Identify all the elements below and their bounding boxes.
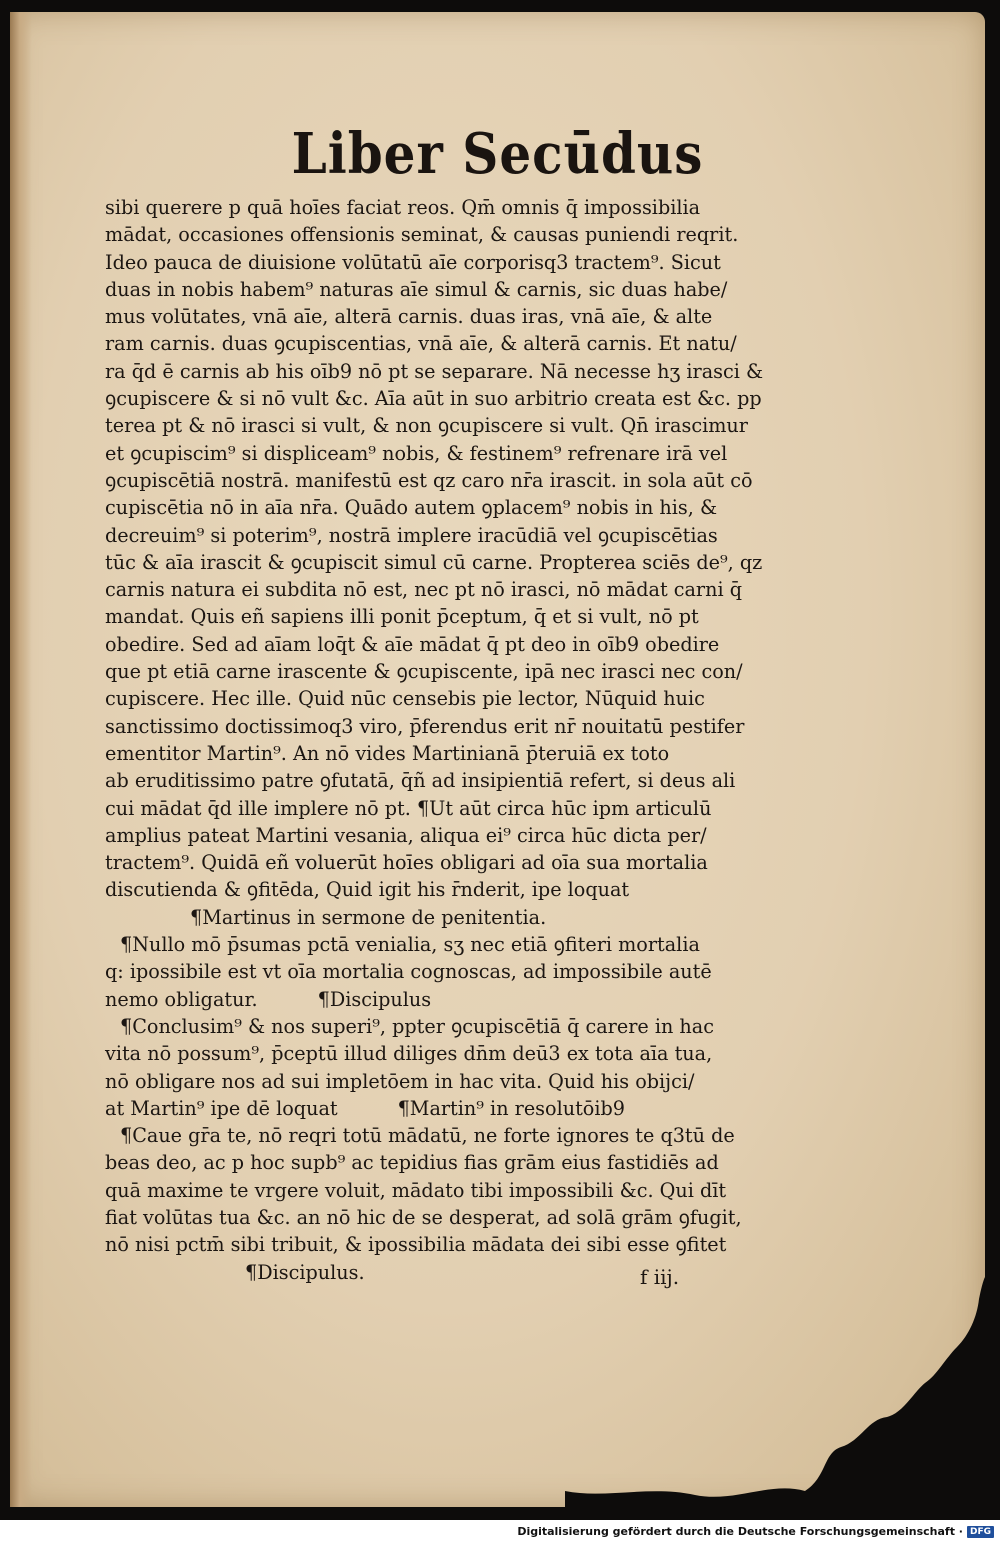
text-line xyxy=(105,221,785,248)
text-line xyxy=(105,631,785,658)
line-text: ¶Martinus in sermone de penitentia. xyxy=(190,905,547,929)
line-text: amplius pateat Martini vesania, aliqua ei⁹ circa hūc dicta per/ xyxy=(105,823,707,847)
line-text: cui mādat q̄d ille implere nō pt. ¶Ut aūt circa hūc ipm articulū xyxy=(105,796,712,820)
text-line xyxy=(105,685,785,712)
text-line xyxy=(105,330,785,357)
line-text: ra q̄d ē carnis ab his oīb9 nō pt se separare. Nā necesse hʒ irasci & xyxy=(105,359,764,383)
text-block xyxy=(105,194,785,1286)
running-head: Liber Secūdus xyxy=(291,120,704,187)
text-line xyxy=(105,494,785,521)
text-line xyxy=(105,412,785,439)
text-line xyxy=(105,194,785,221)
line-text: que pt etiā carne irascente & ꝯcupiscente, ipā nec irasci nec con/ xyxy=(105,660,743,684)
text-line xyxy=(105,303,785,330)
line-text: quā maxime te vrgere voluit, mādato tibi impossibili &c. Qui dīt xyxy=(105,1178,727,1202)
text-line xyxy=(105,522,785,549)
text-line xyxy=(105,740,785,767)
text-line xyxy=(105,658,785,685)
line-text: tūc & aīa irascit & ꝯcupiscit simul cū carne. Propterea sciēs de⁹, qz xyxy=(105,550,763,574)
line-text: nō obligare nos ad sui impletōem in hac vita. Quid his obijci/ xyxy=(105,1069,695,1093)
text-line xyxy=(105,1122,785,1149)
inline-heading: ¶Martin⁹ in resolutōib9 xyxy=(397,1096,625,1120)
text-line xyxy=(105,931,785,958)
signature-mark: f iij. xyxy=(640,1265,680,1289)
text-line xyxy=(105,849,785,876)
line-text: ꝯcupiscere & si nō vult &c. Aīa aūt in suo arbitrio creata est &c. pp xyxy=(105,387,762,411)
line-text: fiat volūtas tua &c. an nō hic de se desperat, ad solā grām ꝯfugit, xyxy=(105,1205,742,1229)
line-text: obedire. Sed ad aīam loq̄t & aīe mādat q̄ pt deo in oīb9 obedire xyxy=(105,632,720,656)
line-text: at Martin⁹ ipe dē loquat xyxy=(105,1096,338,1120)
text-line xyxy=(105,958,785,985)
text-line xyxy=(105,467,785,494)
text-line xyxy=(105,1231,785,1258)
line-text: mus volūtates, vnā aīe, alterā carnis. duas iras, vnā aīe, & alte xyxy=(105,305,713,329)
dfg-logo: DFG xyxy=(967,1526,994,1538)
text-line xyxy=(105,385,785,412)
line-text: mādat, occasiones offensionis seminat, & causas puniendi reqrit. xyxy=(105,223,739,247)
line-text: beas deo, ac p hoc supb⁹ ac tepidius fias grām eius fastidiēs ad xyxy=(105,1151,719,1175)
text-line xyxy=(105,1149,785,1176)
inline-heading: ¶Discipulus xyxy=(317,987,432,1011)
text-line xyxy=(105,358,785,385)
text-line xyxy=(105,603,785,630)
text-line xyxy=(105,713,785,740)
line-text: discutienda & ꝯfitēda, Quid igit his r̄nderit, ipe loquat xyxy=(105,878,630,902)
line-text: ꝯcupiscētiā nostrā. manifestū est qz caro nr̄a irascit. in sola aūt cō xyxy=(105,468,753,492)
line-text: ¶Caue gr̄a te, nō reqri totū mādatū, ne forte ignores te q3tū de xyxy=(120,1124,735,1148)
digitization-credit xyxy=(517,1525,994,1538)
page-edge-damage xyxy=(565,1277,985,1507)
text-line xyxy=(105,1040,785,1067)
text-line xyxy=(105,249,785,276)
line-text: cupiscere. Hec ille. Quid nūc censebis pie lector, Nūquid huic xyxy=(105,687,705,711)
text-line xyxy=(105,1259,785,1286)
line-text: sibi querere p quā hoīes faciat reos. Qm̄ omnis q̄ impossibilia xyxy=(105,196,701,219)
line-text: ram carnis. duas ꝯcupiscentias, vnā aīe, & alterā carnis. Et natu/ xyxy=(105,332,737,356)
text-line xyxy=(105,576,785,603)
line-text: vita nō possum⁹, p̄ceptū illud diliges dn̄m deū3 ex tota aīa tua, xyxy=(105,1042,713,1066)
line-text: terea pt & nō irasci si vult, & non ꝯcupiscere si vult. Qn̄ irascimur xyxy=(105,414,748,438)
text-line xyxy=(105,795,785,822)
text-line xyxy=(105,549,785,576)
line-text: tractem⁹. Quidā eñ voluerūt hoīes obligari ad oīa sua mortalia xyxy=(105,851,708,875)
line-text: ¶Conclusim⁹ & nos superi⁹, ppter ꝯcupiscētiā q̄ carere in hac xyxy=(120,1014,714,1038)
line-text: nemo obligatur. xyxy=(105,987,258,1011)
text-line xyxy=(105,986,785,1013)
binding-shadow xyxy=(10,12,32,1507)
line-text: q: ipossibile est vt oīa mortalia cognoscas, ad impossibile autē xyxy=(105,960,712,984)
text-line xyxy=(105,1204,785,1231)
text-line xyxy=(105,1068,785,1095)
line-text: ¶Nullo mō p̄sumas pctā venialia, sʒ nec etiā ꝯfiteri mortalia xyxy=(120,933,700,957)
text-line xyxy=(105,1013,785,1040)
line-text: carnis natura ei subdita nō est, nec pt nō irasci, nō mādat carni q̄ xyxy=(105,578,742,602)
text-line xyxy=(105,1095,785,1122)
line-text: sanctissimo doctissimoq3 viro, p̄ferendus erit nr̄ nouitatū pestifer xyxy=(105,714,745,738)
text-line xyxy=(105,440,785,467)
credit-text: Digitalisierung gefördert durch die Deutsche Forschungsgemeinschaft · xyxy=(517,1525,963,1538)
text-line xyxy=(105,904,785,931)
book-page xyxy=(10,12,985,1507)
text-line xyxy=(105,1177,785,1204)
text-line xyxy=(105,276,785,303)
line-text: ab eruditissimo patre ꝯfutatā, q̄ñ ad insipientiā refert, si deus ali xyxy=(105,769,736,793)
line-text: duas in nobis habem⁹ naturas aīe simul & carnis, sic duas habe/ xyxy=(105,277,728,301)
text-line xyxy=(105,767,785,794)
line-text: et ꝯcupiscim⁹ si displiceam⁹ nobis, & festinem⁹ refrenare irā vel xyxy=(105,441,728,465)
line-text: Ideo pauca de diuisione volūtatū aīe corporisq3 tractem⁹. Sicut xyxy=(105,250,721,274)
line-text: ¶Discipulus. xyxy=(245,1260,365,1284)
line-text: nō nisi pctm̄ sibi tribuit, & ipossibilia mādata dei sibi esse ꝯfitet xyxy=(105,1233,727,1257)
line-text: decreuim⁹ si poterim⁹, nostrā implere iracūdiā vel ꝯcupiscētias xyxy=(105,523,718,547)
line-text: cupiscētia nō in aīa nr̄a. Quādo autem ꝯplacem⁹ nobis in his, & xyxy=(105,496,718,520)
line-text: ementitor Martin⁹. An nō vides Martinianā p̄teruiā ex toto xyxy=(105,741,670,765)
text-line xyxy=(105,822,785,849)
line-text: mandat. Quis eñ sapiens illi ponit p̄ceptum, q̄ et si vult, nō pt xyxy=(105,605,699,629)
text-line xyxy=(105,876,785,903)
